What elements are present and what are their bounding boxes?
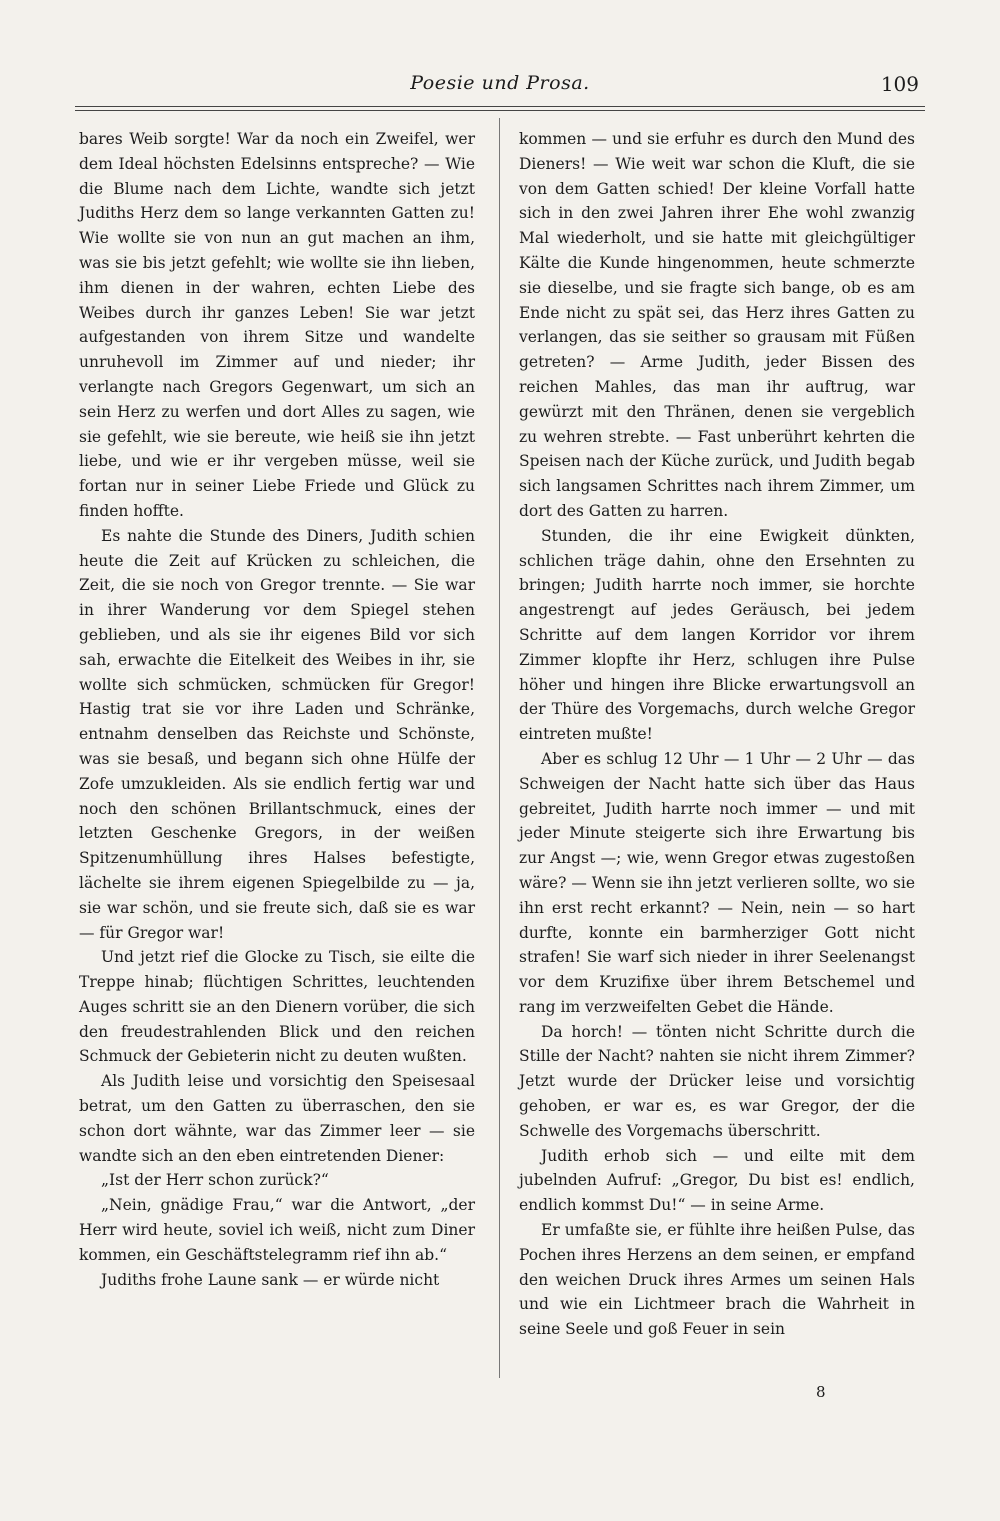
- page-number: 109: [880, 72, 919, 96]
- paragraph: Aber es schlug 12 Uhr — 1 Uhr — 2 Uhr — das Schweigen der Nacht hatte sich über das Haus gebreitet, Judith harrte noch immer — und mit jeder Minute steigerte sich ihre Erwartung bis zur Angst —; wie, wenn Gregor etwas zugestoßen wäre? — Wenn sie ihn jetzt verlieren sollte, wo sie ihn erst recht erkannt? — Nein, nein — so hart durfte, konnte ein barmherziger Gott nicht strafen! Sie warf sich nieder in ihrer Seelenangst vor dem Kruzifixe über ihrem Betschemel und rang im verzweifelten Gebet die Hände.: [519, 749, 915, 1016]
- column-divider: [499, 118, 500, 1378]
- paragraph: Es nahte die Stunde des Diners, Judith schien heute die Zeit auf Krücken zu schleichen, die Zeit, die sie noch von Gregor trennte. — Sie war in ihrer Wanderung vor dem Spiegel stehen geblieben, und als sie ihr eigenes Bild vor sich sah, erwachte die Eitelkeit des Weibes in ihr, sie wollte sich schmücken, schmücken für Gregor! Hastig trat sie vor ihre Laden und Schränke, entnahm denselben das Reichste und Schönste, was sie besaß, und begann sich ohne Hülfe der Zofe umzukleiden. Als sie endlich fertig war und noch den schönen Brillantschmuck, eines der letzten Geschenke Gregors, in der weißen Spitzenumhüllung ihres Halses befestigte, lächelte sie ihrem eigenen Spiegelbilde zu — ja, sie war schön, und sie freute sich, daß sie es war — für Gregor war!: [79, 526, 475, 942]
- left-column: [79, 127, 475, 1292]
- header-rule: [75, 106, 925, 107]
- paragraph: bares Weib sorgte! War da noch ein Zweifel, wer dem Ideal höchsten Edelsinns entspreche? — Wie die Blume nach dem Lichte, wandte sich jetzt Judiths Herz dem so lange verkannten Gatten zu! Wie wollte sie von nun an gut machen an ihm, was sie bis jetzt gefehlt; wie wollte sie ihn lieben, ihm dienen in der wahren, echten Liebe des Weibes durch ihr ganzes Leben! Sie war jetzt aufgestanden von ihrem Sitze und wandelte unruhevoll im Zimmer auf und nieder; ihr verlangte nach Gregors Gegenwart, um sich an sein Herz zu werfen und dort Alles zu sagen, wie sie gefehlt, wie sie bereute, wie heiß sie ihn jetzt liebe, und wie er ihr vergeben müsse, weil sie fortan nur in seiner Liebe Friede und Glück zu finden hoffte.: [79, 130, 475, 520]
- paragraph: Stunden, die ihr eine Ewigkeit dünkten, schlichen träge dahin, ohne den Ersehnten zu bringen; Judith harrte noch immer, sie horchte angestrengt auf jedes Geräusch, bei jedem Schritte auf dem langen Korridor vor ihrem Zimmer klopfte ihr Herz, schlugen ihre Pulse höher und hingen ihre Blicke erwartungsvoll an der Thüre des Vorgemachs, durch welche Gregor eintreten mußte!: [519, 526, 915, 744]
- paragraph: „Nein, gnädige Frau,“ war die Antwort, „der Herr wird heute, soviel ich weiß, nicht zum Diner kommen, ein Geschäftstelegramm rief ihn ab.“: [79, 1196, 475, 1264]
- paragraph: Er umfaßte sie, er fühlte ihre heißen Pulse, das Pochen ihres Herzens an dem seinen, er empfand den weichen Druck ihres Armes um seinen Hals und wie ein Lichtmeer brach die Wahrheit in seine Seele und goß Feuer in sein: [519, 1221, 915, 1339]
- signature-mark: 8: [816, 1383, 826, 1401]
- paragraph: Judiths frohe Laune sank — er würde nicht: [101, 1270, 440, 1289]
- page-header: [75, 62, 925, 102]
- paragraph: „Ist der Herr schon zurück?“: [101, 1171, 329, 1190]
- header-rule-thin: [75, 110, 925, 111]
- paragraph: Da horch! — tönten nicht Schritte durch die Stille der Nacht? nahten sie nicht ihrem Zimmer? Jetzt wurde der Drücker leise und vorsichtig gehoben, er war es, es war Gregor, der die Schwelle des Vorgemachs überschritt.: [519, 1022, 915, 1140]
- paragraph: kommen — und sie erfuhr es durch den Mund des Dieners! — Wie weit war schon die Kluft, die sie von dem Gatten schied! Der kleine Vorfall hatte sich in den zwei Jahren ihrer Ehe wohl zwanzig Mal wiederholt, und sie hatte mit gleichgültiger Kälte die Kunde hingenommen, heute schmerzte sie dieselbe, und sie fragte sich bange, ob es am Ende nicht zu spät sei, das Herz ihres Gatten zu verlangen, das sie seither so grausam mit Füßen getreten? — Arme Judith, jeder Bissen des reichen Mahles, das man ihr auftrug, war gewürzt mit den Thränen, denen sie vergeblich zu wehren strebte. — Fast unberührt kehrten die Speisen nach der Küche zurück, und Judith begab sich langsamen Schrittes nach ihrem Zimmer, um dort des Gatten zu harren.: [519, 130, 915, 520]
- paragraph: Judith erhob sich — und eilte mit dem jubelnden Aufruf: „Gregor, Du bist es! endlich, endlich kommst Du!“ — in seine Arme.: [519, 1146, 915, 1215]
- paragraph: Und jetzt rief die Glocke zu Tisch, sie eilte die Treppe hinab; flüchtigen Schrittes, leuchtenden Auges schritt sie an den Dienern vorüber, die sich den freudestrahlenden Blick und den reichen Schmuck der Gebieterin nicht zu deuten wußten.: [79, 948, 475, 1066]
- running-title: Poesie und Prosa.: [410, 72, 590, 94]
- paragraph: Als Judith leise und vorsichtig den Speisesaal betrat, um den Gatten zu überraschen, den sie schon dort wähnte, war das Zimmer leer — sie wandte sich an den eben eintretenden Diener:: [79, 1072, 475, 1165]
- right-column: [519, 127, 915, 1342]
